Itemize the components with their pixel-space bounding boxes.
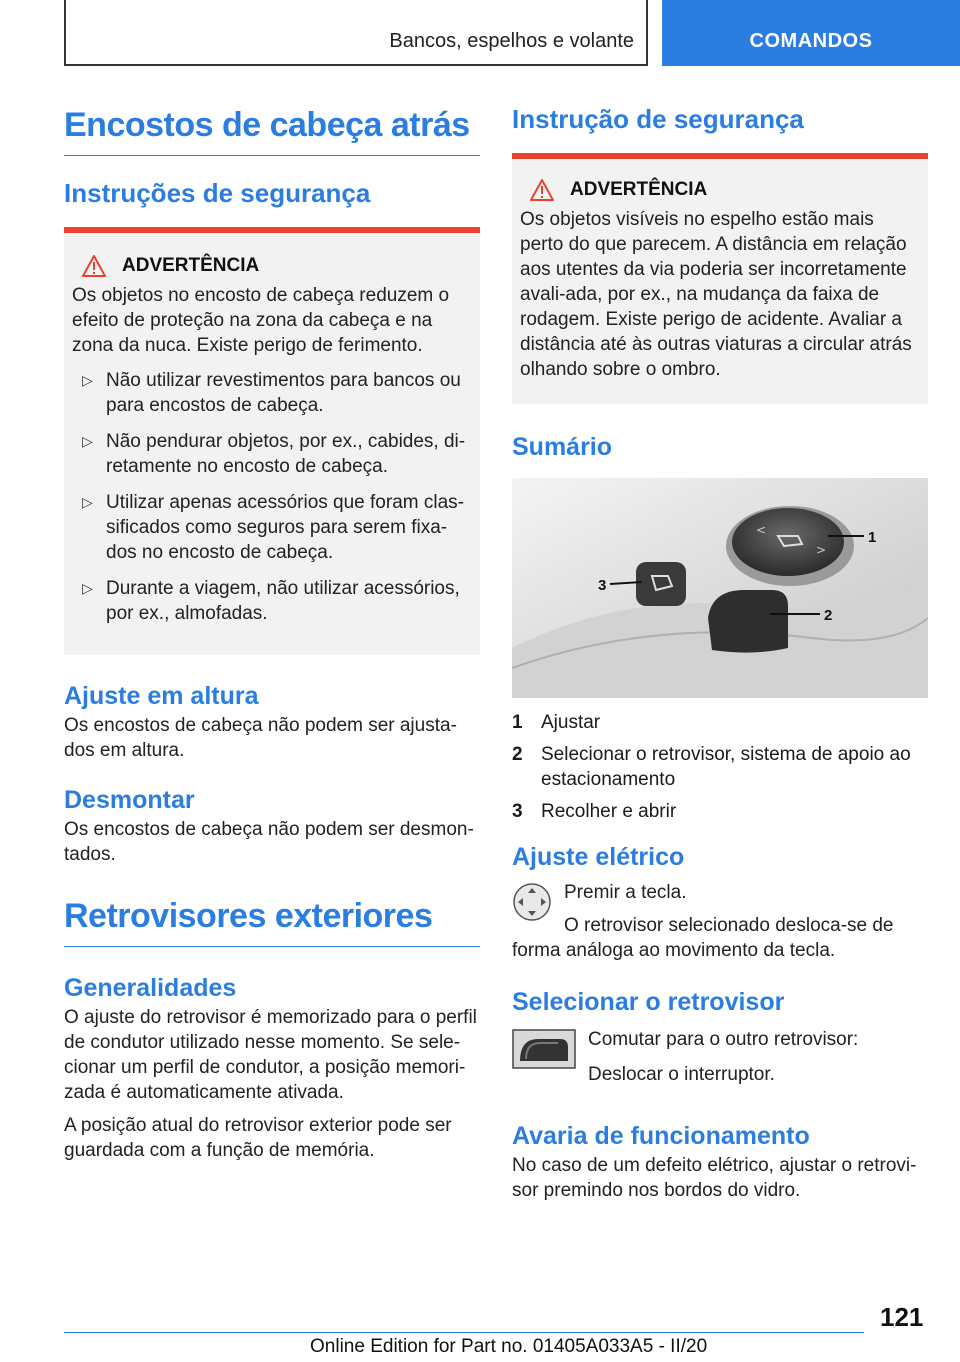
legend-text: Selecionar o retrovisor, sistema de apoio ao estacionamento: [541, 744, 911, 791]
edition-text: Online Edition for Part no. 01405A033A5 - II/20: [310, 1336, 708, 1357]
svg-text:<: <: [756, 523, 767, 538]
legend-text: Recolher e abrir: [541, 801, 677, 823]
safety-heading-left: Instruções de segurança: [64, 178, 371, 209]
chapter-tab: [662, 0, 960, 66]
right-column: [512, 100, 928, 1203]
warning-triangle-icon: [530, 179, 554, 201]
legend-item: [512, 742, 928, 792]
warning-box-left: [64, 233, 480, 655]
page-header: [64, 0, 960, 66]
mirror-selector-switch-icon: [512, 1029, 576, 1069]
bullet-item: ▷ Não utilizar revestimentos para bancos ou para encostos de cabeça.: [72, 368, 472, 418]
height-adjust-text: Os encostos de cabeça não podem ser ajusta-dos em altura.: [64, 715, 457, 762]
warning-bullets: [72, 368, 472, 626]
overview-heading: Sumário: [512, 433, 613, 462]
legend-number: 3: [512, 801, 523, 823]
legend-item: [512, 710, 928, 735]
svg-text:>: >: [816, 543, 827, 558]
section-tab: [64, 0, 648, 66]
warning-title-right: [520, 179, 920, 201]
warning-text-right: Os objetos visíveis no espelho estão mais perto do que parecem. A distância em relação aos utentes da via poderia ser incorretamente avali-ada, por ex., na mudança da faixa de rodagem. Existe perigo de acidente. Avaliar a distância até às outras viaturas a circular atrás olhando sobre o ombro.: [520, 209, 912, 381]
warning-label-right: ADVERTÊNCIA: [570, 179, 708, 201]
left-column: [64, 100, 480, 1163]
legend-text: Ajustar: [541, 712, 601, 734]
photo-label: 1: [868, 529, 877, 547]
chapter-title: COMANDOS: [749, 30, 873, 52]
footer-rule: [64, 1332, 864, 1333]
warning-title-left: [72, 255, 472, 277]
legend-item: [512, 799, 928, 824]
warning-label-left: ADVERTÊNCIA: [122, 255, 260, 277]
electric-text-1: Premir a tecla.: [564, 882, 687, 904]
warning-text-left: Os objetos no encosto de cabeça reduzem o efeito de proteção na zona da cabeça e na zona da nuca. Existe perigo de ferimento.: [72, 285, 450, 357]
remove-heading: Desmontar: [64, 786, 195, 815]
remove-text: Os encostos de cabeça não podem ser desmon-tados.: [64, 819, 474, 866]
exterior-mirrors-title: Retrovisores exteriores: [64, 897, 433, 936]
mirror-controls-illustration: [512, 478, 928, 698]
general-text-2: A posição atual do retrovisor exterior pode ser guardada com a função de memória.: [64, 1115, 452, 1162]
title-rule: [64, 155, 480, 156]
head-restraint-title: Encostos de cabeça atrás: [64, 106, 470, 144]
malfunction-text: No caso de um defeito elétrico, ajustar o retrovi-sor premindo nos bordos do vidro.: [512, 1155, 917, 1202]
legend-number: 2: [512, 744, 523, 766]
mirrors-rule: [64, 946, 480, 947]
photo-label: 3: [598, 577, 607, 595]
general-heading: Generalidades: [64, 974, 237, 1003]
select-mirror-block: [512, 1027, 928, 1087]
select-mirror-heading: Selecionar o retrovisor: [512, 988, 785, 1017]
bullet-item: ▷ Utilizar apenas acessórios que foram clas-sificados como seguros para serem fixa-dos no encosto de cabeça.: [72, 490, 472, 565]
bullet-item: ▷ Não pendurar objetos, por ex., cabides, di-retamente no encosto de cabeça.: [72, 429, 472, 479]
select-text-2: Deslocar o interruptor.: [588, 1064, 775, 1086]
section-title: Bancos, espelhos e volante: [389, 30, 634, 52]
photo-legend: [512, 710, 928, 824]
malfunction-heading: Avaria de funcionamento: [512, 1122, 810, 1151]
page-number: 121: [880, 1302, 924, 1332]
warning-triangle-icon: [82, 255, 106, 277]
select-text-1: Comutar para o outro retrovisor:: [588, 1029, 859, 1051]
electric-adjust-block: [512, 880, 928, 963]
general-text-1: O ajuste do retrovisor é memorizado para o perfil de condutor utilizado nesse momento. Se sele-cionar um perfil de condutor, a posição memori-zada é automaticamente ativada.: [64, 1007, 477, 1104]
height-adjust-heading: Ajuste em altura: [64, 682, 259, 711]
warning-box-right: [512, 159, 928, 404]
bullet-item: ▷ Durante a viagem, não utilizar acessórios, por ex., almofadas.: [72, 576, 472, 626]
legend-number: 1: [512, 712, 523, 734]
safety-heading-right: Instrução de segurança: [512, 104, 804, 134]
electric-adjust-heading: Ajuste elétrico: [512, 843, 685, 872]
photo-label: 2: [824, 607, 833, 625]
electric-text-2: O retrovisor selecionado desloca-se de forma análoga ao movimento da tecla.: [512, 915, 894, 962]
four-way-button-icon: [512, 882, 552, 922]
mirror-switch-photo: [512, 478, 928, 698]
